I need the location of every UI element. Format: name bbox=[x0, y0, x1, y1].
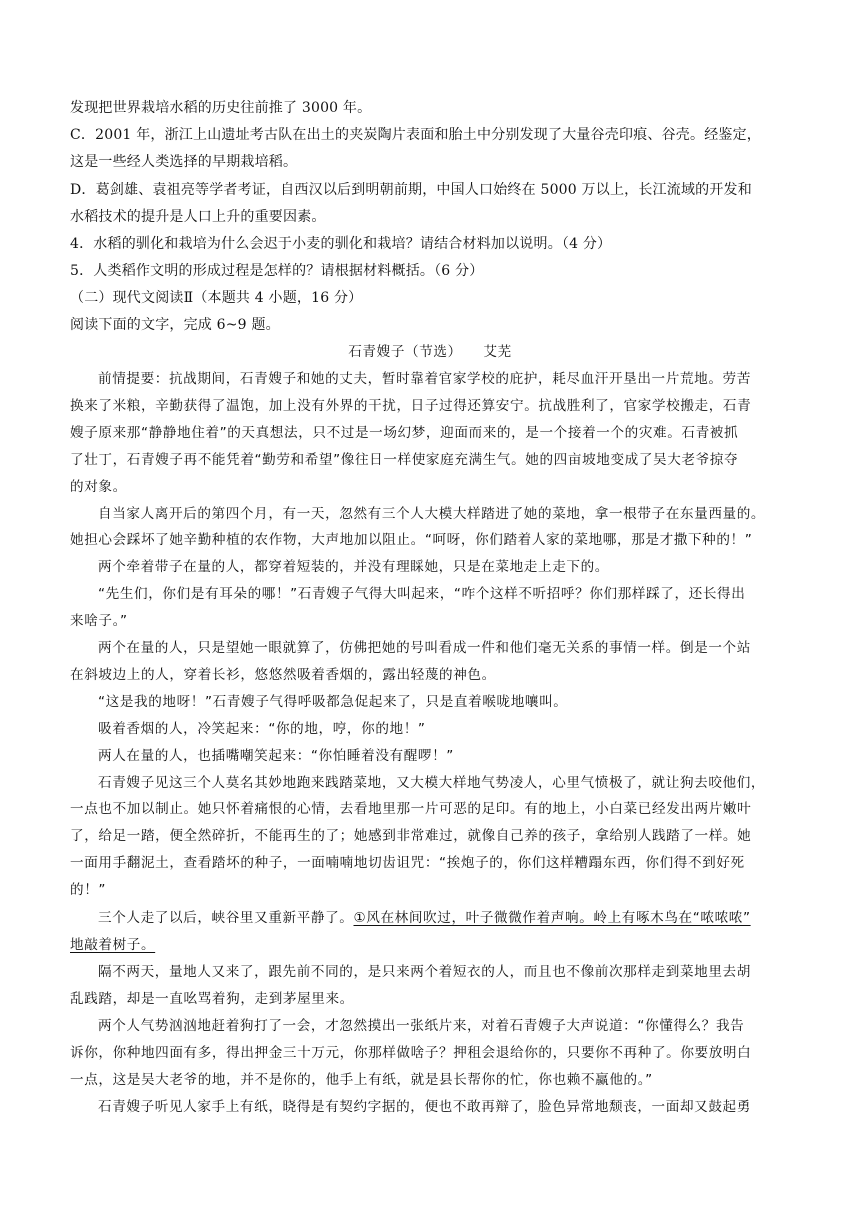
story-line: 自当家人离开后的第四个月，有一天，忽然有三个人大模大样踏进了她的菜地，拿一根带子在东量西量的。 bbox=[98, 505, 766, 522]
story-line: 两个人气势汹汹地赶着狗打了一会，才忽然摸出一张纸片来，对着石青嫂子大声说道：“你懂得么？我告 bbox=[98, 1018, 745, 1034]
story-line: 一点，这是吴大老爷的地，并不是你的，他手上有纸，就是县长帮你的忙，你也赖不赢他的。” bbox=[70, 1072, 653, 1088]
story-line: “先生们，你们是有耳朵的哪！”石青嫂子气得大叫起来，“咋个这样不听招呼？你们那样踩了，还长得出 bbox=[98, 586, 746, 603]
story-line: 的！” bbox=[70, 882, 107, 899]
underline-paragraph-line bbox=[70, 935, 795, 955]
story-line: 石青嫂子听见人家手上有纸，晓得是有契约字据的，便也不敢再辩了，脸色异常地颓丧，一面却又鼓起勇 bbox=[98, 1099, 751, 1115]
story-line: 吸着香烟的人，冷笑起来：“你的地，哼，你的地！” bbox=[98, 720, 426, 737]
story-title: 石青嫂子（节选） 艾芜 bbox=[348, 344, 512, 360]
text-line: 发现把世界栽培水稻的历史往前推了 3000 年。 bbox=[70, 100, 372, 116]
text-line: 这是一些经人类选择的早期栽培稻。 bbox=[70, 154, 298, 170]
reading-instruction: 阅读下面的文字，完成 6~9 题。 bbox=[70, 317, 280, 333]
question-4: 4．水稻的驯化和栽培为什么会迟于小麦的驯化和栽培？请结合材料加以说明。（4 分） bbox=[70, 236, 612, 252]
story-line: 的对象。 bbox=[70, 478, 127, 495]
underlined-sentence-2: 地敲着树子。 bbox=[70, 937, 156, 953]
option-c-line: C．2001 年，浙江上山遗址考古队在出土的夹炭陶片表面和胎土中分别发现了大量谷壳印痕、谷壳。经鉴定， bbox=[70, 127, 761, 143]
question-5: 5．人类稻作文明的形成过程是怎样的？请根据材料概括。（6 分） bbox=[70, 263, 484, 279]
story-line: 石青嫂子见这三个人莫名其妙地跑来践踏菜地，又大模大样地气势凌人，心里气愤极了，就让狗去咬他们， bbox=[98, 774, 766, 791]
paragraph-lead: 三个人走了以后，峡谷里又重新平静了。 bbox=[98, 910, 354, 926]
story-line: 了壮丁，石青嫂子再不能凭着“勤劳和希望”像往日一样使家庭充满生气。她的四亩坡地变成了吴大老爷掠夺 bbox=[70, 451, 739, 468]
story-line: “这是我的地呀！”石青嫂子气得呼吸都急促起来了，只是直着喉咙地嚷叫。 bbox=[98, 693, 568, 710]
story-line: 乱践踏，却是一直吆骂着狗，走到茅屋里来。 bbox=[70, 991, 354, 1007]
story-line: 换来了米粮，辛勤获得了温饱，加上没有外界的干扰，日子过得还算安宁。抗战胜利了，官家学校搬走，石青 bbox=[70, 397, 752, 414]
story-line: 一点也不加以制止。她只怀着痛恨的心情，去看地里那一片可恶的足印。有的地上，小白菜已经发出两片嫩叶 bbox=[70, 801, 752, 818]
underlined-sentence-1: ①风在林间吹过，叶子微微作着声响。岭上有啄木鸟在“哝哝哝” bbox=[353, 910, 751, 926]
story-line: 来啥子。” bbox=[70, 613, 128, 630]
story-line: 嫂子原来那“静静地住着”的天真想法，只不过是一场幻梦，迎面而来的，是一个接着一个的灾难。石青被抓 bbox=[70, 424, 739, 441]
story-line: 一面用手翻泥土，查看踏坏的种子，一面喃喃地切齿诅咒：“挨炮子的，你们这样糟蹋东西，你们得不到好死 bbox=[70, 855, 745, 872]
story-line: 两个牵着带子在量的人，都穿着短装的，并没有理睬她，只是在菜地走上走下的。 bbox=[98, 559, 609, 576]
text-line: 水稻技术的提升是人口上升的重要因素。 bbox=[70, 209, 326, 225]
section-heading: （二）现代文阅读Ⅱ（本题共 4 小题，16 分） bbox=[70, 290, 363, 306]
story-line: 两人在量的人，也插嘴嘲笑起来：“你怕睡着没有醒啰！” bbox=[98, 747, 454, 764]
story-line: 她担心会踩坏了她辛勤种植的农作物，大声地加以阻止。“呵呀，你们踏着人家的菜地哪，那是才撒下种的！” bbox=[70, 532, 753, 549]
story-line: 前情提要：抗战期间，石青嫂子和她的丈夫，暂时靠着官家学校的庇护，耗尽血汗开垦出一片荒地。劳苦 bbox=[98, 371, 751, 387]
option-d-line: D．葛剑雄、袁祖亮等学者考证，自西汉以后到明朝前期，中国人口始终在 5000 万以上，长江流域的开发和 bbox=[70, 182, 752, 198]
story-line: 诉你，你种地四面有多，得出押金三十万元，你那样做啥子？押租会退给你的，只要你不再种了。你要放明白 bbox=[70, 1045, 752, 1061]
story-line: 了，给足一踏，便全然碎折，不能再生的了；她感到非常难过，就像自己养的孩子，拿给别人践踏了一样。她 bbox=[70, 828, 752, 845]
story-line: 两个在量的人，只是望她一眼就算了，仿佛把她的号叫看成一件和他们毫无关系的事情一样。倒是一个站 bbox=[98, 640, 751, 656]
story-line: 在斜坡边上的人，穿着长衫，悠悠然吸着香烟的，露出轻蔑的神色。 bbox=[70, 666, 496, 683]
underline-paragraph-line bbox=[98, 908, 823, 928]
story-line: 隔不两天，量地人又来了，跟先前不同的，是只来两个着短衣的人，而且也不像前次那样走到菜地里去胡 bbox=[98, 964, 751, 980]
